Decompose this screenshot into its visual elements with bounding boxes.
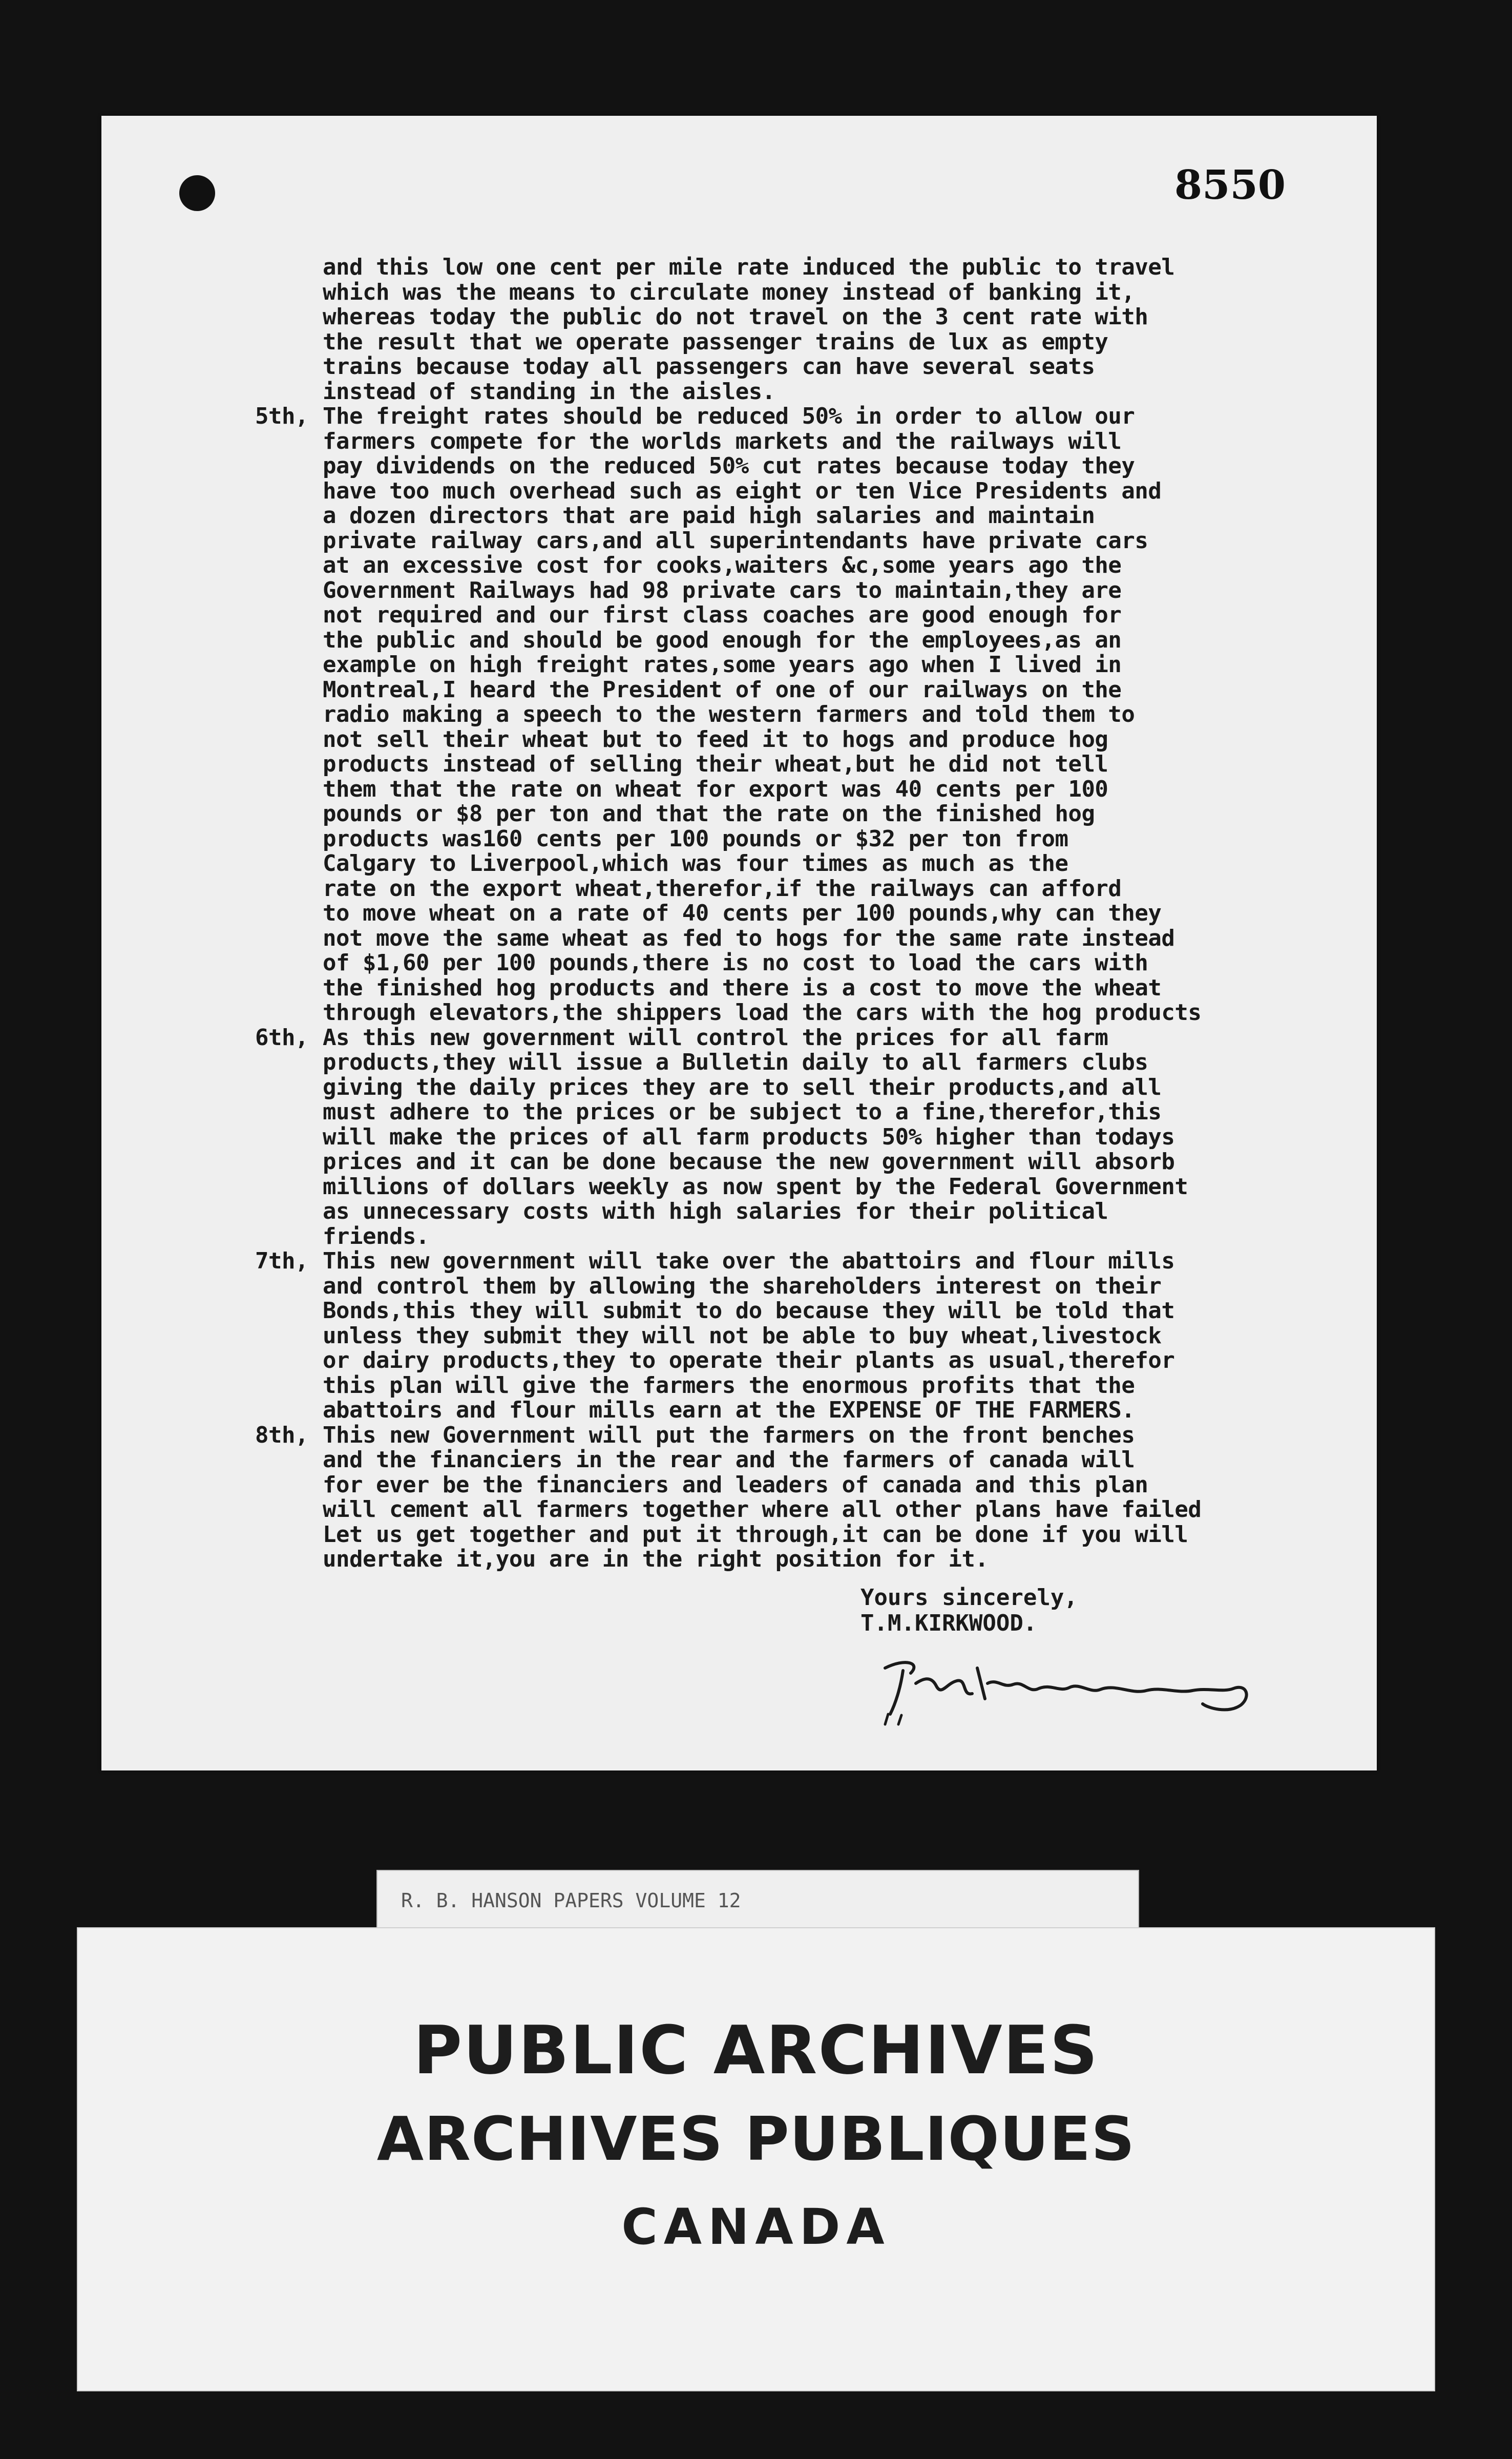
letter-body <box>101 255 1377 1572</box>
letter-line <box>101 851 1377 877</box>
reference-label-text: R. B. HANSON PAPERS VOLUME 12 <box>401 1889 741 1912</box>
letter-line-text: radio making a speech to the western farmers and told them to <box>323 701 1135 727</box>
letter-line <box>101 926 1377 951</box>
letter-line <box>101 504 1377 529</box>
archive-card-line1: PUBLIC ARCHIVES <box>413 2011 1099 2089</box>
letter-line-text: of $1,60 per 100 pounds,there is no cost to load the cars with <box>323 950 1148 976</box>
letter-line <box>101 479 1377 504</box>
letter-line <box>101 702 1377 727</box>
letter-line-text: the public and should be good enough for the employees,as an <box>323 627 1122 653</box>
letter-line-text: Calgary to Liverpool,which was four times as much as the <box>323 850 1068 877</box>
letter-line <box>101 877 1377 902</box>
letter-line <box>101 1373 1377 1399</box>
archive-card-line2: ARCHIVES PUBLIQUES <box>376 2103 1136 2174</box>
letter-line <box>101 1100 1377 1125</box>
letter-line-text: the finished hog products and there is a cost to move the wheat <box>323 974 1162 1001</box>
letter-line <box>101 255 1377 280</box>
item-number: 5th, <box>255 403 308 429</box>
letter-line-text: whereas today the public do not travel on the 3 cent rate with <box>323 304 1148 330</box>
letter-line-text: have too much overhead such as eight or ten Vice Presidents and <box>323 477 1162 504</box>
letter-line <box>101 752 1377 777</box>
letter-line-text: The freight rates should be reduced 50% in order to allow our <box>323 403 1135 429</box>
letter-line-text: products,they will issue a Bulletin daily to all farmers clubs <box>323 1049 1148 1075</box>
letter-line-text: instead of standing in the aisles. <box>323 378 775 405</box>
letter-line <box>101 1473 1377 1498</box>
letter-line <box>101 280 1377 305</box>
closing: Yours sincerely, <box>860 1585 1078 1611</box>
letter-line-text: This new Government will put the farmers on the front benches <box>323 1422 1135 1448</box>
letter-line-text: millions of dollars weekly as now spent by the Federal Government <box>323 1173 1188 1200</box>
letter-line-text: through elevators,the shippers load the cars with the hog products <box>323 999 1202 1026</box>
letter-line <box>101 827 1377 852</box>
letter-line-text: as unnecessary costs with high salaries for their political <box>323 1198 1108 1224</box>
signer-name: T.M.KIRKWOOD. <box>860 1610 1037 1636</box>
letter-line-text: and control them by allowing the shareholders interest on their <box>323 1273 1162 1299</box>
letter-line-text: must adhere to the prices or be subject to a fine,therefor,this <box>323 1099 1162 1125</box>
letter-line-text: farmers compete for the worlds markets and the railways will <box>323 428 1122 454</box>
letter-line-text: products instead of selling their wheat,but he did not tell <box>323 751 1108 777</box>
letter-line-text: not move the same wheat as fed to hogs for the same rate instead <box>323 925 1175 951</box>
letter-line-text: or dairy products,they to operate their plants as usual,therefor <box>323 1347 1175 1373</box>
letter-line <box>101 1324 1377 1349</box>
letter-line-text: to move wheat on a rate of 40 cents per 100 pounds,why can they <box>323 900 1162 926</box>
letter-line-text: example on high freight rates,some years ago when I lived in <box>323 652 1122 678</box>
letter-line <box>101 1249 1377 1274</box>
letter-line <box>101 1448 1377 1473</box>
letter-line-text: unless they submit they will not be able to buy wheat,livestock <box>323 1322 1162 1349</box>
reference-label <box>376 1870 1139 1933</box>
letter-line <box>101 429 1377 454</box>
letter-line <box>101 305 1377 330</box>
letter-line-text: trains because today all passengers can have several seats <box>323 353 1095 380</box>
letter-line <box>101 1125 1377 1150</box>
letter-line-text: will cement all farmers together where all other plans have failed <box>323 1496 1202 1523</box>
letter-page <box>101 116 1377 1770</box>
letter-line <box>101 901 1377 926</box>
letter-line-text: this plan will give the farmers the enormous profits that the <box>323 1372 1135 1399</box>
letter-line-text: them that the rate on wheat for export was 40 cents per 100 <box>323 776 1108 802</box>
letter-line <box>101 1547 1377 1572</box>
letter-line-text: Montreal,I heard the President of one of our railways on the <box>323 676 1122 703</box>
letter-line <box>101 1497 1377 1523</box>
letter-line-text: the result that we operate passenger trains de lux as empty <box>323 328 1108 355</box>
letter-line <box>101 454 1377 479</box>
item-number: 8th, <box>255 1422 308 1448</box>
letter-line <box>101 603 1377 628</box>
handwritten-signature <box>875 1648 1264 1729</box>
letter-line-text: not required and our first class coaches are good enough for <box>323 602 1122 628</box>
item-number: 6th, <box>255 1024 308 1051</box>
letter-line <box>101 951 1377 976</box>
letter-line-text: products was160 cents per 100 pounds or $32 per ton from <box>323 825 1068 852</box>
letter-line <box>101 628 1377 653</box>
letter-line-text: giving the daily prices they are to sell their products,and all <box>323 1074 1162 1100</box>
letter-line <box>101 330 1377 355</box>
letter-line-text: pounds or $8 per ton and that the rate on the finished hog <box>323 801 1095 827</box>
letter-line-text: undertake it,you are in the right position for it. <box>323 1546 989 1572</box>
letter-line <box>101 553 1377 578</box>
letter-line <box>101 380 1377 405</box>
letter-line <box>101 1299 1377 1324</box>
archive-card <box>77 1927 1435 2391</box>
letter-line <box>101 678 1377 703</box>
letter-line-text: and the financiers in the rear and the farmers of canada will <box>323 1447 1135 1473</box>
letter-line <box>101 1050 1377 1075</box>
letter-line <box>101 1348 1377 1373</box>
letter-line-text: Bonds,this they will submit to do because they will be told that <box>323 1298 1175 1324</box>
letter-line <box>101 1175 1377 1200</box>
letter-line <box>101 777 1377 802</box>
letter-line <box>101 529 1377 554</box>
letter-line-text: for ever be the financiers and leaders of canada and this plan <box>323 1471 1148 1498</box>
item-number: 7th, <box>255 1248 308 1274</box>
letter-line <box>101 653 1377 678</box>
letter-line <box>101 727 1377 753</box>
letter-line-text: Let us get together and put it through,it can be done if you will <box>323 1521 1188 1548</box>
letter-line-text: at an excessive cost for cooks,waiters &c,some years ago the <box>323 552 1122 578</box>
page-number: 8550 <box>1174 162 1286 209</box>
letter-line-text: friends. <box>323 1223 429 1249</box>
letter-line-text: abattoirs and flour mills earn at the EXPENSE OF THE FARMERS. <box>323 1397 1135 1423</box>
letter-line-text: rate on the export wheat,therefor,if the railways can afford <box>323 875 1122 902</box>
letter-line <box>101 1199 1377 1224</box>
letter-line-text: will make the prices of all farm products 50% higher than todays <box>323 1123 1175 1150</box>
letter-line <box>101 355 1377 380</box>
letter-line-text: not sell their wheat but to feed it to hogs and produce hog <box>323 726 1108 753</box>
letter-line <box>101 1150 1377 1175</box>
letter-line-text: Government Railways had 98 private cars to maintain,they are <box>323 577 1122 603</box>
letter-line <box>101 1423 1377 1448</box>
letter-line <box>101 1398 1377 1423</box>
letter-line-text: and this low one cent per mile rate induced the public to travel <box>323 254 1175 280</box>
letter-line <box>101 976 1377 1001</box>
letter-line-text: As this new government will control the prices for all farm <box>323 1024 1108 1051</box>
punch-hole <box>179 175 215 211</box>
letter-line <box>101 578 1377 603</box>
letter-line <box>101 1075 1377 1100</box>
letter-line <box>101 1026 1377 1051</box>
letter-line <box>101 1523 1377 1548</box>
letter-line-text: a dozen directors that are paid high salaries and maintain <box>323 503 1095 529</box>
letter-line-text: pay dividends on the reduced 50% cut rates because today they <box>323 453 1135 479</box>
letter-line <box>101 404 1377 429</box>
letter-line <box>101 802 1377 827</box>
sign-off <box>860 1585 1078 1636</box>
letter-line <box>101 1001 1377 1026</box>
letter-line-text: prices and it can be done because the new government will absorb <box>323 1149 1175 1175</box>
letter-line <box>101 1274 1377 1299</box>
letter-line-text: which was the means to circulate money instead of banking it, <box>323 279 1135 305</box>
letter-line-text: This new government will take over the abattoirs and flour mills <box>323 1248 1175 1274</box>
archive-card-line3: CANADA <box>621 2198 891 2256</box>
letter-line-text: private railway cars,and all superintendants have private cars <box>323 527 1148 554</box>
letter-line <box>101 1224 1377 1249</box>
